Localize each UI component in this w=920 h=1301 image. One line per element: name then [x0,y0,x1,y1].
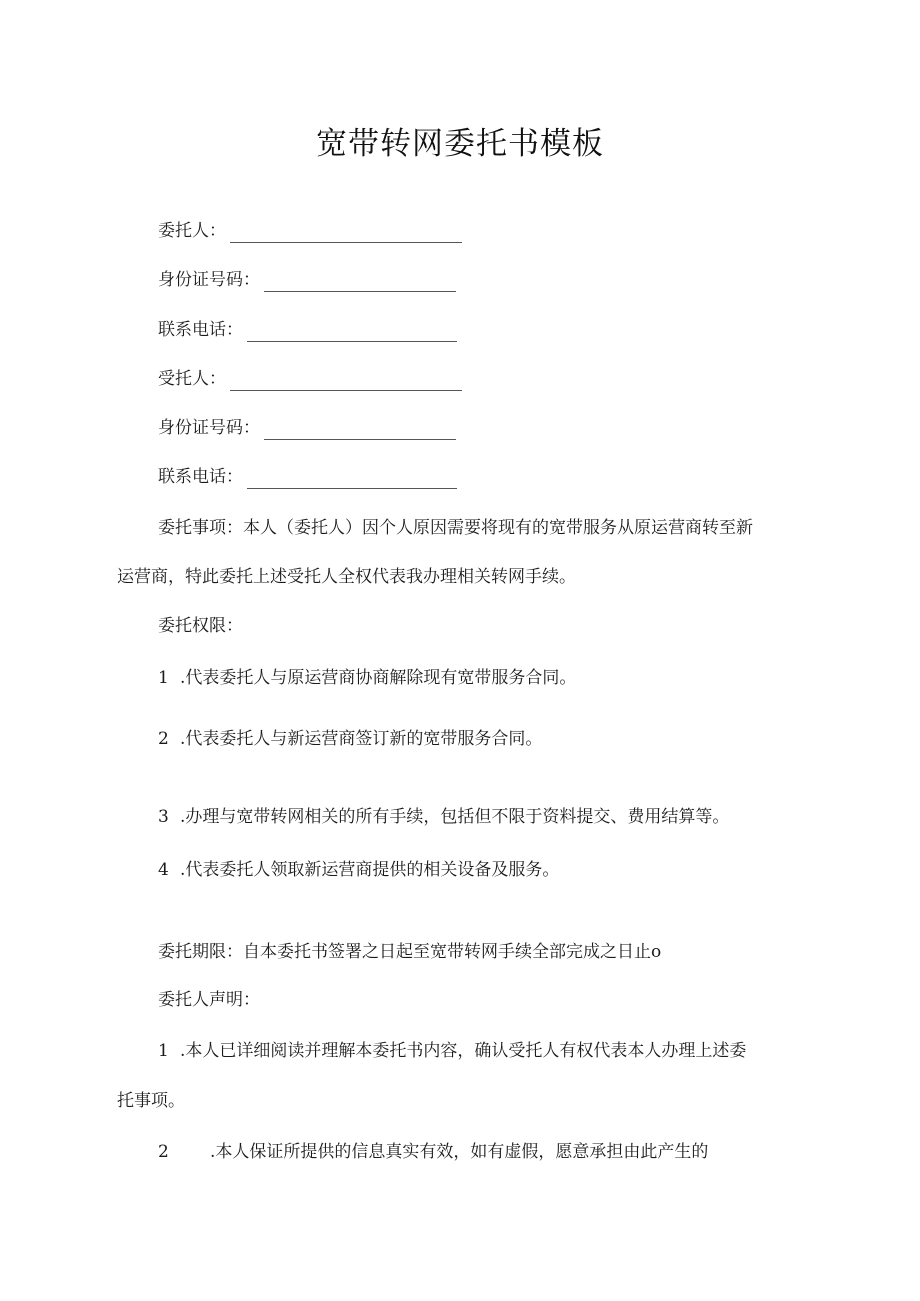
blank-line[interactable] [247,323,457,342]
item-number: 4 [158,860,169,880]
blank-line[interactable] [264,273,456,292]
field-label: 联系电话： [158,467,243,487]
field-agent-phone [158,465,457,489]
item-text: .代表委托人领取新运营商提供的相关设备及服务。 [180,860,560,880]
blank-line[interactable] [264,421,456,440]
item-text: .办理与宽带转网相关的所有手续，包括但不限于资料提交、费用结算等。 [180,807,730,827]
authority-item-2 [158,727,542,751]
item-number: 2 [158,729,169,749]
field-label: 身份证号码： [158,270,260,290]
field-label: 身份证号码： [158,418,260,438]
item-number: 1 [158,668,169,688]
declaration-item-1 [158,1039,746,1063]
field-label: 受托人： [158,369,226,389]
item-number: 1 [158,1041,169,1061]
authority-item-1 [158,666,576,690]
declaration-item-1-cont: 托事项。 [117,1091,185,1111]
declaration-heading: 委托人声明： [158,990,260,1010]
matter-line-1: 委托事项：本人（委托人）因个人原因需要将现有的宽带服务从原运营商转至新 [158,518,753,538]
field-agent-id [158,416,456,440]
blank-line[interactable] [230,372,462,391]
declaration-item-2 [158,1140,708,1164]
item-number: 3 [158,807,169,827]
field-label: 联系电话： [158,320,243,340]
page-title: 宽带转网委托书模板 [316,126,604,162]
item-number: 2 [158,1142,169,1162]
field-label: 委托人： [158,221,226,241]
field-principal-phone [158,318,457,342]
authority-heading: 委托权限： [158,616,243,636]
authority-item-4 [158,858,559,882]
field-principal-id [158,268,456,292]
field-principal [158,219,462,243]
authority-item-3 [158,805,729,829]
matter-line-2: 运营商，特此委托上述受托人全权代表我办理相关转网手续。 [117,567,576,587]
item-text: .代表委托人与原运营商协商解除现有宽带服务合同。 [180,668,577,688]
item-text: .本人保证所提供的信息真实有效，如有虚假，愿意承担由此产生的 [210,1142,709,1162]
blank-line[interactable] [230,224,462,243]
period-text: 委托期限：自本委托书签署之日起至宽带转网手续全部完成之日止o [158,942,662,962]
field-agent [158,367,462,391]
blank-line[interactable] [247,470,457,489]
item-text: .本人已详细阅读并理解本委托书内容，确认受托人有权代表本人办理上述委 [180,1041,747,1061]
item-text: .代表委托人与新运营商签订新的宽带服务合同。 [180,729,543,749]
